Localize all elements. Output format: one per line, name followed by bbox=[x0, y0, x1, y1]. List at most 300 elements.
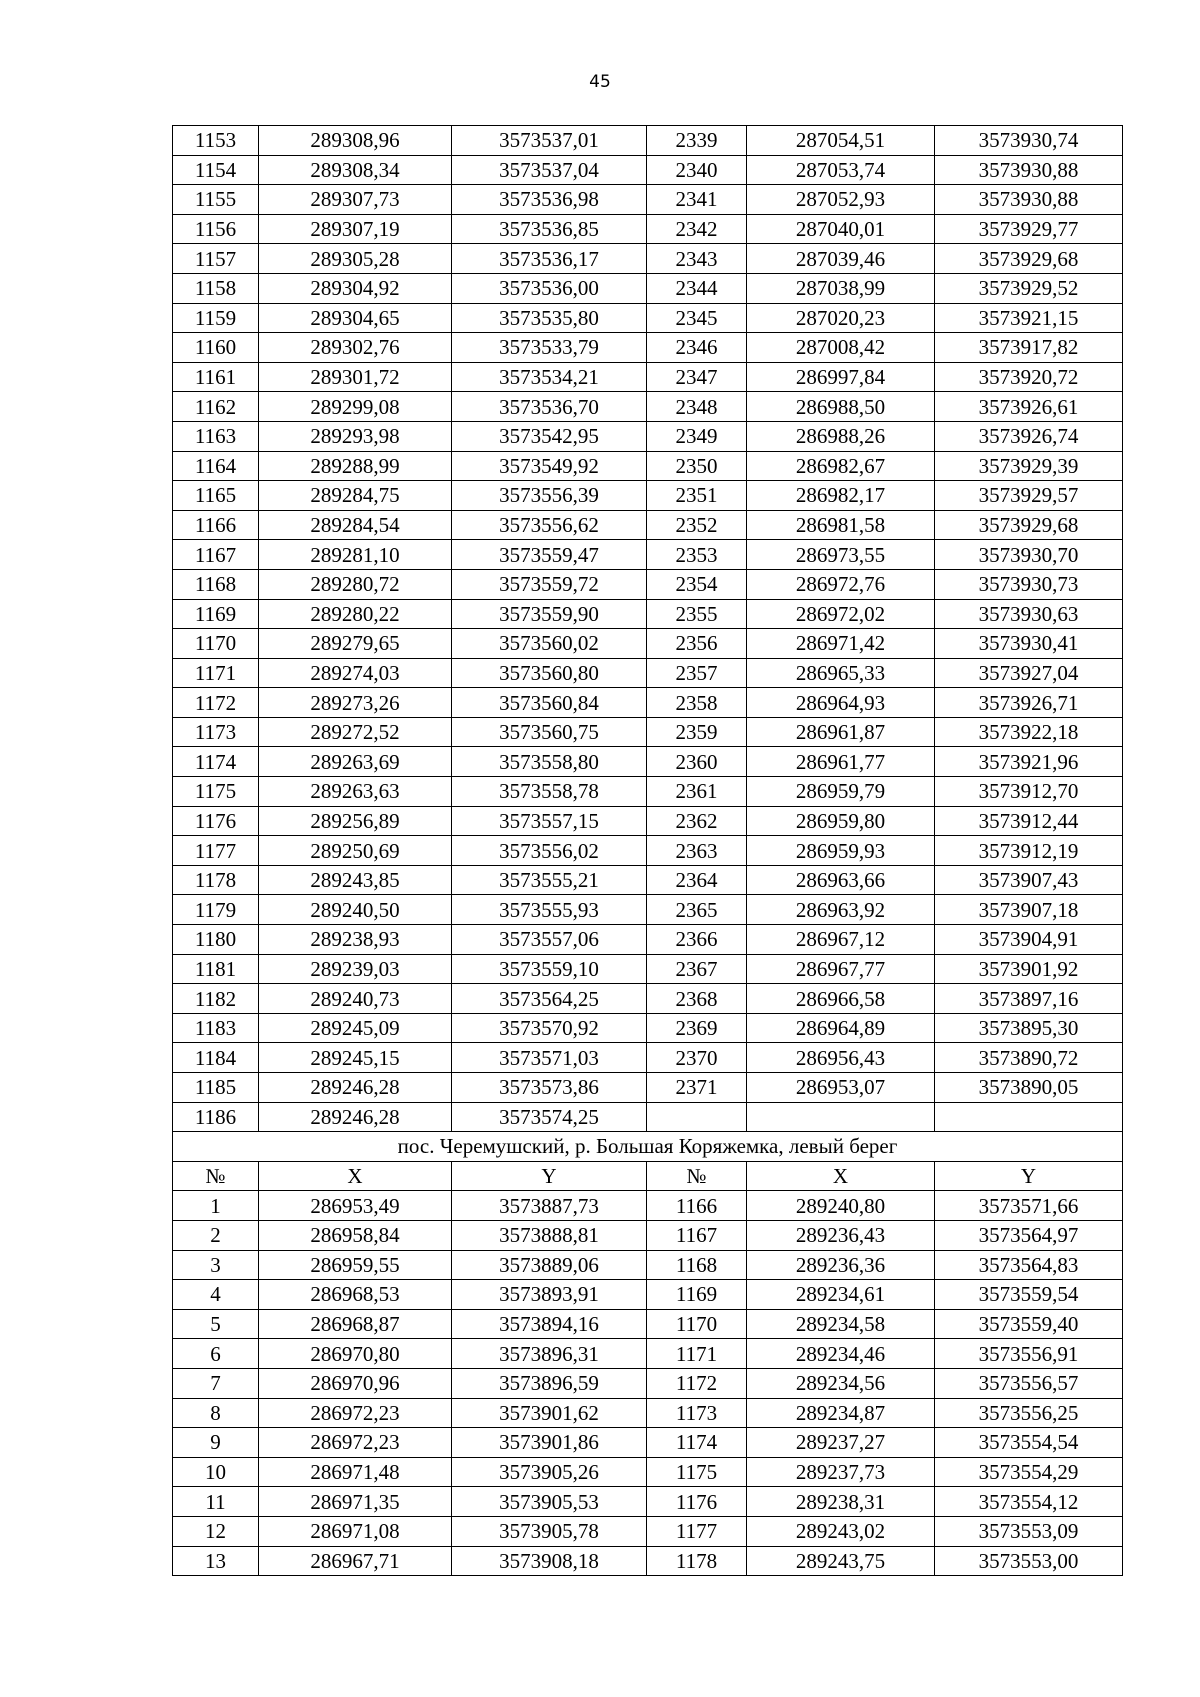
table-row bbox=[173, 1043, 1123, 1073]
x-coordinate-cell: 289284,75 bbox=[259, 481, 452, 511]
x-coordinate-cell: 286972,23 bbox=[259, 1398, 452, 1428]
point-number-2-cell: 2366 bbox=[647, 925, 747, 955]
point-number-cell: 1186 bbox=[173, 1102, 259, 1132]
y-coordinate-2-cell: 3573930,73 bbox=[935, 569, 1123, 599]
table-row bbox=[173, 688, 1123, 718]
table-row bbox=[173, 1516, 1123, 1546]
x-coordinate-2-cell: 289234,46 bbox=[747, 1339, 935, 1369]
y-coordinate-2-cell bbox=[935, 1102, 1123, 1132]
x-coordinate-cell: 289304,65 bbox=[259, 303, 452, 333]
table-row bbox=[173, 540, 1123, 570]
x-coordinate-2-cell: 286961,87 bbox=[747, 717, 935, 747]
table-row bbox=[173, 658, 1123, 688]
point-number-2-cell: 2370 bbox=[647, 1043, 747, 1073]
point-number-2-cell: 1178 bbox=[647, 1546, 747, 1576]
y-coordinate-cell: 3573558,80 bbox=[452, 747, 647, 777]
point-number-cell: 1182 bbox=[173, 984, 259, 1014]
point-number-cell: 1179 bbox=[173, 895, 259, 925]
point-number-2-cell: 1176 bbox=[647, 1487, 747, 1517]
y-coordinate-cell: 3573536,85 bbox=[452, 214, 647, 244]
x-coordinate-2-cell: 289234,61 bbox=[747, 1280, 935, 1310]
y-coordinate-cell: 3573559,90 bbox=[452, 599, 647, 629]
y-coordinate-cell: 3573535,80 bbox=[452, 303, 647, 333]
point-number-cell: 4 bbox=[173, 1280, 259, 1310]
y-coordinate-cell: 3573574,25 bbox=[452, 1102, 647, 1132]
point-number-2-cell: 2347 bbox=[647, 362, 747, 392]
y-coordinate-2-cell: 3573901,92 bbox=[935, 954, 1123, 984]
y-coordinate-cell: 3573560,75 bbox=[452, 717, 647, 747]
point-number-cell: 1170 bbox=[173, 629, 259, 659]
table-row bbox=[173, 984, 1123, 1014]
y-coordinate-2-cell: 3573907,43 bbox=[935, 865, 1123, 895]
y-coordinate-cell: 3573888,81 bbox=[452, 1220, 647, 1250]
point-number-cell: 1184 bbox=[173, 1043, 259, 1073]
table-row bbox=[173, 1250, 1123, 1280]
table-row bbox=[173, 1457, 1123, 1487]
point-number-2-cell: 2368 bbox=[647, 984, 747, 1014]
x-coordinate-cell: 286959,55 bbox=[259, 1250, 452, 1280]
point-number-cell: 1153 bbox=[173, 126, 259, 156]
section-title-row bbox=[173, 1132, 1123, 1162]
x-coordinate-cell: 286968,53 bbox=[259, 1280, 452, 1310]
y-coordinate-cell: 3573560,80 bbox=[452, 658, 647, 688]
y-coordinate-cell: 3573887,73 bbox=[452, 1191, 647, 1221]
point-number-2-cell: 1172 bbox=[647, 1368, 747, 1398]
x-coordinate-2-cell: 287038,99 bbox=[747, 273, 935, 303]
y-coordinate-2-cell: 3573571,66 bbox=[935, 1191, 1123, 1221]
y-coordinate-cell: 3573559,10 bbox=[452, 954, 647, 984]
y-coordinate-cell: 3573896,59 bbox=[452, 1368, 647, 1398]
point-number-2-cell: 2340 bbox=[647, 155, 747, 185]
y-coordinate-cell: 3573570,92 bbox=[452, 1013, 647, 1043]
point-number-cell: 2 bbox=[173, 1220, 259, 1250]
x-coordinate-2-cell: 286988,26 bbox=[747, 421, 935, 451]
point-number-2-cell: 2367 bbox=[647, 954, 747, 984]
point-number-2-cell: 2342 bbox=[647, 214, 747, 244]
x-coordinate-cell: 286967,71 bbox=[259, 1546, 452, 1576]
point-number-cell: 8 bbox=[173, 1398, 259, 1428]
x-coordinate-cell: 289263,63 bbox=[259, 777, 452, 807]
x-coordinate-2-cell: 289234,56 bbox=[747, 1368, 935, 1398]
point-number-cell: 1177 bbox=[173, 836, 259, 866]
x-coordinate-2-header: X bbox=[747, 1161, 935, 1191]
y-coordinate-cell: 3573557,15 bbox=[452, 806, 647, 836]
x-coordinate-2-cell: 289238,31 bbox=[747, 1487, 935, 1517]
point-number-cell: 1162 bbox=[173, 392, 259, 422]
point-number-cell: 1166 bbox=[173, 510, 259, 540]
point-number-cell: 1178 bbox=[173, 865, 259, 895]
y-coordinate-2-cell: 3573912,70 bbox=[935, 777, 1123, 807]
y-coordinate-2-cell: 3573890,72 bbox=[935, 1043, 1123, 1073]
table-row bbox=[173, 1368, 1123, 1398]
point-number-2-cell: 2355 bbox=[647, 599, 747, 629]
point-number-cell: 1172 bbox=[173, 688, 259, 718]
y-coordinate-2-cell: 3573564,97 bbox=[935, 1220, 1123, 1250]
table-row bbox=[173, 1073, 1123, 1103]
y-coordinate-cell: 3573905,78 bbox=[452, 1516, 647, 1546]
y-coordinate-cell: 3573560,84 bbox=[452, 688, 647, 718]
y-coordinate-cell: 3573536,00 bbox=[452, 273, 647, 303]
x-coordinate-cell: 289304,92 bbox=[259, 273, 452, 303]
y-coordinate-2-cell: 3573912,44 bbox=[935, 806, 1123, 836]
y-coordinate-cell: 3573559,72 bbox=[452, 569, 647, 599]
y-coordinate-2-cell: 3573921,15 bbox=[935, 303, 1123, 333]
x-coordinate-cell: 289243,85 bbox=[259, 865, 452, 895]
x-coordinate-cell: 289256,89 bbox=[259, 806, 452, 836]
y-coordinate-2-cell: 3573564,83 bbox=[935, 1250, 1123, 1280]
x-coordinate-2-cell: 287054,51 bbox=[747, 126, 935, 156]
x-coordinate-2-cell: 286997,84 bbox=[747, 362, 935, 392]
y-coordinate-2-cell: 3573926,71 bbox=[935, 688, 1123, 718]
point-number-2-cell: 2354 bbox=[647, 569, 747, 599]
x-coordinate-2-cell: 286959,79 bbox=[747, 777, 935, 807]
y-coordinate-cell: 3573901,62 bbox=[452, 1398, 647, 1428]
y-coordinate-2-cell: 3573554,12 bbox=[935, 1487, 1123, 1517]
y-coordinate-2-cell: 3573904,91 bbox=[935, 925, 1123, 955]
table-row bbox=[173, 273, 1123, 303]
table-row bbox=[173, 481, 1123, 511]
y-coordinate-cell: 3573889,06 bbox=[452, 1250, 647, 1280]
section-title: пос. Черемушский, р. Большая Коряжемка, левый берег bbox=[173, 1132, 1123, 1162]
point-number-2-cell: 2361 bbox=[647, 777, 747, 807]
x-coordinate-2-cell: 287039,46 bbox=[747, 244, 935, 274]
y-coordinate-2-cell: 3573559,54 bbox=[935, 1280, 1123, 1310]
y-coordinate-cell: 3573893,91 bbox=[452, 1280, 647, 1310]
point-number-2-cell: 1168 bbox=[647, 1250, 747, 1280]
x-coordinate-cell: 286971,48 bbox=[259, 1457, 452, 1487]
x-coordinate-2-cell: 286959,93 bbox=[747, 836, 935, 866]
y-coordinate-cell: 3573556,39 bbox=[452, 481, 647, 511]
x-coordinate-2-cell: 286964,89 bbox=[747, 1013, 935, 1043]
y-coordinate-cell: 3573556,02 bbox=[452, 836, 647, 866]
point-number-2-cell: 1170 bbox=[647, 1309, 747, 1339]
x-coordinate-2-cell: 286953,07 bbox=[747, 1073, 935, 1103]
table-row bbox=[173, 126, 1123, 156]
y-coordinate-2-cell: 3573922,18 bbox=[935, 717, 1123, 747]
x-coordinate-2-cell: 286967,12 bbox=[747, 925, 935, 955]
x-coordinate-cell: 286970,80 bbox=[259, 1339, 452, 1369]
point-number-cell: 1164 bbox=[173, 451, 259, 481]
x-coordinate-cell: 289274,03 bbox=[259, 658, 452, 688]
y-coordinate-2-cell: 3573926,61 bbox=[935, 392, 1123, 422]
point-number-2-cell: 2353 bbox=[647, 540, 747, 570]
table-row bbox=[173, 1309, 1123, 1339]
y-coordinate-cell: 3573905,53 bbox=[452, 1487, 647, 1517]
y-coordinate-cell: 3573559,47 bbox=[452, 540, 647, 570]
header-row bbox=[173, 1161, 1123, 1191]
y-coordinate-2-cell: 3573553,00 bbox=[935, 1546, 1123, 1576]
x-coordinate-2-cell: 286972,76 bbox=[747, 569, 935, 599]
table-row bbox=[173, 510, 1123, 540]
y-coordinate-2-cell: 3573559,40 bbox=[935, 1309, 1123, 1339]
y-coordinate-2-cell: 3573912,19 bbox=[935, 836, 1123, 866]
point-number-cell: 6 bbox=[173, 1339, 259, 1369]
point-number-2-cell: 2352 bbox=[647, 510, 747, 540]
point-number-2-cell: 2339 bbox=[647, 126, 747, 156]
y-coordinate-cell: 3573896,31 bbox=[452, 1339, 647, 1369]
table-row bbox=[173, 954, 1123, 984]
point-number-2-cell: 1177 bbox=[647, 1516, 747, 1546]
x-coordinate-cell: 289280,72 bbox=[259, 569, 452, 599]
point-number-cell: 1163 bbox=[173, 421, 259, 451]
table-row bbox=[173, 599, 1123, 629]
coordinates-table bbox=[172, 125, 1123, 1576]
table-row bbox=[173, 1546, 1123, 1576]
point-number-2-cell: 2364 bbox=[647, 865, 747, 895]
x-coordinate-2-cell: 286965,33 bbox=[747, 658, 935, 688]
table-row bbox=[173, 1220, 1123, 1250]
x-coordinate-cell: 289246,28 bbox=[259, 1073, 452, 1103]
y-coordinate-cell: 3573564,25 bbox=[452, 984, 647, 1014]
point-number-2-cell: 2369 bbox=[647, 1013, 747, 1043]
point-number-cell: 1158 bbox=[173, 273, 259, 303]
point-number-cell: 11 bbox=[173, 1487, 259, 1517]
point-number-header: № bbox=[173, 1161, 259, 1191]
y-coordinate-2-cell: 3573917,82 bbox=[935, 333, 1123, 363]
y-coordinate-2-header: Y bbox=[935, 1161, 1123, 1191]
point-number-cell: 5 bbox=[173, 1309, 259, 1339]
y-coordinate-2-cell: 3573907,18 bbox=[935, 895, 1123, 925]
point-number-2-cell: 2344 bbox=[647, 273, 747, 303]
point-number-cell: 1167 bbox=[173, 540, 259, 570]
y-coordinate-2-cell: 3573930,88 bbox=[935, 155, 1123, 185]
x-coordinate-2-cell: 286961,77 bbox=[747, 747, 935, 777]
y-coordinate-2-cell: 3573920,72 bbox=[935, 362, 1123, 392]
point-number-cell: 1159 bbox=[173, 303, 259, 333]
point-number-2-cell: 2348 bbox=[647, 392, 747, 422]
x-coordinate-2-cell: 289243,02 bbox=[747, 1516, 935, 1546]
point-number-cell: 1185 bbox=[173, 1073, 259, 1103]
point-number-2-cell: 1166 bbox=[647, 1191, 747, 1221]
point-number-cell: 1175 bbox=[173, 777, 259, 807]
y-coordinate-2-cell: 3573897,16 bbox=[935, 984, 1123, 1014]
x-coordinate-cell: 289263,69 bbox=[259, 747, 452, 777]
x-coordinate-cell: 286968,87 bbox=[259, 1309, 452, 1339]
table-row bbox=[173, 747, 1123, 777]
x-coordinate-cell: 289284,54 bbox=[259, 510, 452, 540]
point-number-2-cell: 2350 bbox=[647, 451, 747, 481]
point-number-2-cell: 1175 bbox=[647, 1457, 747, 1487]
x-coordinate-2-cell: 286982,67 bbox=[747, 451, 935, 481]
table-row bbox=[173, 451, 1123, 481]
x-coordinate-cell: 286953,49 bbox=[259, 1191, 452, 1221]
point-number-cell: 1 bbox=[173, 1191, 259, 1221]
y-coordinate-cell: 3573533,79 bbox=[452, 333, 647, 363]
x-coordinate-header: X bbox=[259, 1161, 452, 1191]
point-number-cell: 1174 bbox=[173, 747, 259, 777]
y-coordinate-cell: 3573549,92 bbox=[452, 451, 647, 481]
point-number-cell: 1168 bbox=[173, 569, 259, 599]
point-number-cell: 1165 bbox=[173, 481, 259, 511]
y-coordinate-2-cell: 3573929,68 bbox=[935, 244, 1123, 274]
point-number-cell: 10 bbox=[173, 1457, 259, 1487]
x-coordinate-cell: 289299,08 bbox=[259, 392, 452, 422]
table-row bbox=[173, 629, 1123, 659]
y-coordinate-cell: 3573542,95 bbox=[452, 421, 647, 451]
y-coordinate-2-cell: 3573554,54 bbox=[935, 1428, 1123, 1458]
point-number-2-cell: 1174 bbox=[647, 1428, 747, 1458]
table-row bbox=[173, 392, 1123, 422]
point-number-2-cell: 2360 bbox=[647, 747, 747, 777]
table-row bbox=[173, 155, 1123, 185]
point-number-cell: 1183 bbox=[173, 1013, 259, 1043]
point-number-2-cell: 2358 bbox=[647, 688, 747, 718]
point-number-2-cell: 1173 bbox=[647, 1398, 747, 1428]
y-coordinate-2-cell: 3573927,04 bbox=[935, 658, 1123, 688]
page-number: 45 bbox=[589, 72, 611, 92]
y-coordinate-2-cell: 3573930,74 bbox=[935, 126, 1123, 156]
y-coordinate-2-cell: 3573929,57 bbox=[935, 481, 1123, 511]
y-coordinate-2-cell: 3573930,88 bbox=[935, 185, 1123, 215]
x-coordinate-cell: 289272,52 bbox=[259, 717, 452, 747]
x-coordinate-cell: 289245,15 bbox=[259, 1043, 452, 1073]
x-coordinate-cell: 289273,26 bbox=[259, 688, 452, 718]
point-number-cell: 13 bbox=[173, 1546, 259, 1576]
point-number-cell: 1160 bbox=[173, 333, 259, 363]
y-coordinate-cell: 3573571,03 bbox=[452, 1043, 647, 1073]
x-coordinate-2-cell: 286963,66 bbox=[747, 865, 935, 895]
point-number-cell: 1180 bbox=[173, 925, 259, 955]
table-row bbox=[173, 214, 1123, 244]
table-row bbox=[173, 806, 1123, 836]
x-coordinate-cell: 289308,96 bbox=[259, 126, 452, 156]
point-number-cell: 1173 bbox=[173, 717, 259, 747]
point-number-2-cell: 1171 bbox=[647, 1339, 747, 1369]
y-coordinate-cell: 3573573,86 bbox=[452, 1073, 647, 1103]
point-number-2-cell: 2365 bbox=[647, 895, 747, 925]
y-coordinate-cell: 3573905,26 bbox=[452, 1457, 647, 1487]
x-coordinate-2-cell: 286971,42 bbox=[747, 629, 935, 659]
x-coordinate-cell: 286971,35 bbox=[259, 1487, 452, 1517]
x-coordinate-cell: 289250,69 bbox=[259, 836, 452, 866]
y-coordinate-2-cell: 3573556,25 bbox=[935, 1398, 1123, 1428]
point-number-cell: 1157 bbox=[173, 244, 259, 274]
x-coordinate-2-cell: 286959,80 bbox=[747, 806, 935, 836]
x-coordinate-2-cell: 286963,92 bbox=[747, 895, 935, 925]
x-coordinate-cell: 286970,96 bbox=[259, 1368, 452, 1398]
point-number-2-cell: 2363 bbox=[647, 836, 747, 866]
x-coordinate-2-cell: 289236,43 bbox=[747, 1220, 935, 1250]
x-coordinate-2-cell: 289237,73 bbox=[747, 1457, 935, 1487]
point-number-cell: 12 bbox=[173, 1516, 259, 1546]
x-coordinate-cell: 289307,73 bbox=[259, 185, 452, 215]
x-coordinate-cell: 289305,28 bbox=[259, 244, 452, 274]
point-number-2-cell: 1169 bbox=[647, 1280, 747, 1310]
point-number-2-cell: 2349 bbox=[647, 421, 747, 451]
x-coordinate-cell: 289308,34 bbox=[259, 155, 452, 185]
point-number-2-cell: 2345 bbox=[647, 303, 747, 333]
table-row bbox=[173, 865, 1123, 895]
y-coordinate-cell: 3573536,17 bbox=[452, 244, 647, 274]
x-coordinate-cell: 289293,98 bbox=[259, 421, 452, 451]
point-number-cell: 1181 bbox=[173, 954, 259, 984]
y-coordinate-2-cell: 3573930,41 bbox=[935, 629, 1123, 659]
table-row bbox=[173, 925, 1123, 955]
x-coordinate-2-cell: 289237,27 bbox=[747, 1428, 935, 1458]
y-coordinate-cell: 3573555,21 bbox=[452, 865, 647, 895]
point-number-2-cell bbox=[647, 1102, 747, 1132]
x-coordinate-cell: 286971,08 bbox=[259, 1516, 452, 1546]
x-coordinate-2-cell: 286981,58 bbox=[747, 510, 935, 540]
point-number-cell: 1176 bbox=[173, 806, 259, 836]
x-coordinate-2-cell: 287052,93 bbox=[747, 185, 935, 215]
y-coordinate-cell: 3573894,16 bbox=[452, 1309, 647, 1339]
y-coordinate-cell: 3573536,70 bbox=[452, 392, 647, 422]
table-row bbox=[173, 333, 1123, 363]
y-coordinate-cell: 3573537,04 bbox=[452, 155, 647, 185]
table-row bbox=[173, 1398, 1123, 1428]
point-number-cell: 1156 bbox=[173, 214, 259, 244]
point-number-cell: 9 bbox=[173, 1428, 259, 1458]
y-coordinate-2-cell: 3573929,52 bbox=[935, 273, 1123, 303]
table-row bbox=[173, 777, 1123, 807]
x-coordinate-cell: 289239,03 bbox=[259, 954, 452, 984]
x-coordinate-2-cell: 289234,87 bbox=[747, 1398, 935, 1428]
x-coordinate-cell: 289302,76 bbox=[259, 333, 452, 363]
table-row bbox=[173, 1191, 1123, 1221]
table-row bbox=[173, 1102, 1123, 1132]
x-coordinate-cell: 289279,65 bbox=[259, 629, 452, 659]
y-coordinate-2-cell: 3573930,70 bbox=[935, 540, 1123, 570]
x-coordinate-2-cell: 289243,75 bbox=[747, 1546, 935, 1576]
y-coordinate-cell: 3573556,62 bbox=[452, 510, 647, 540]
table-row bbox=[173, 185, 1123, 215]
table-row bbox=[173, 421, 1123, 451]
point-number-cell: 1154 bbox=[173, 155, 259, 185]
coordinates-table-body bbox=[173, 126, 1123, 1576]
table-row bbox=[173, 1428, 1123, 1458]
y-coordinate-cell: 3573560,02 bbox=[452, 629, 647, 659]
y-coordinate-cell: 3573555,93 bbox=[452, 895, 647, 925]
point-number-cell: 1161 bbox=[173, 362, 259, 392]
y-coordinate-2-cell: 3573556,57 bbox=[935, 1368, 1123, 1398]
y-coordinate-2-cell: 3573929,77 bbox=[935, 214, 1123, 244]
y-coordinate-2-cell: 3573890,05 bbox=[935, 1073, 1123, 1103]
x-coordinate-cell: 289240,50 bbox=[259, 895, 452, 925]
x-coordinate-cell: 289245,09 bbox=[259, 1013, 452, 1043]
point-number-2-cell: 2371 bbox=[647, 1073, 747, 1103]
table-row bbox=[173, 303, 1123, 333]
y-coordinate-cell: 3573558,78 bbox=[452, 777, 647, 807]
table-row bbox=[173, 836, 1123, 866]
y-coordinate-cell: 3573901,86 bbox=[452, 1428, 647, 1458]
y-coordinate-header: Y bbox=[452, 1161, 647, 1191]
x-coordinate-2-cell: 289234,58 bbox=[747, 1309, 935, 1339]
x-coordinate-2-cell: 286988,50 bbox=[747, 392, 935, 422]
y-coordinate-2-cell: 3573929,68 bbox=[935, 510, 1123, 540]
x-coordinate-2-cell: 287053,74 bbox=[747, 155, 935, 185]
x-coordinate-2-cell: 286966,58 bbox=[747, 984, 935, 1014]
table-row bbox=[173, 569, 1123, 599]
x-coordinate-cell: 289238,93 bbox=[259, 925, 452, 955]
x-coordinate-cell: 289246,28 bbox=[259, 1102, 452, 1132]
table-row bbox=[173, 1013, 1123, 1043]
point-number-cell: 1169 bbox=[173, 599, 259, 629]
x-coordinate-2-cell: 287020,23 bbox=[747, 303, 935, 333]
table-row bbox=[173, 1339, 1123, 1369]
x-coordinate-cell: 289307,19 bbox=[259, 214, 452, 244]
x-coordinate-2-cell: 287008,42 bbox=[747, 333, 935, 363]
x-coordinate-2-cell: 286972,02 bbox=[747, 599, 935, 629]
x-coordinate-2-cell: 286956,43 bbox=[747, 1043, 935, 1073]
y-coordinate-2-cell: 3573921,96 bbox=[935, 747, 1123, 777]
point-number-2-header: № bbox=[647, 1161, 747, 1191]
y-coordinate-2-cell: 3573556,91 bbox=[935, 1339, 1123, 1369]
y-coordinate-cell: 3573536,98 bbox=[452, 185, 647, 215]
x-coordinate-cell: 289281,10 bbox=[259, 540, 452, 570]
y-coordinate-2-cell: 3573930,63 bbox=[935, 599, 1123, 629]
x-coordinate-2-cell: 289236,36 bbox=[747, 1250, 935, 1280]
